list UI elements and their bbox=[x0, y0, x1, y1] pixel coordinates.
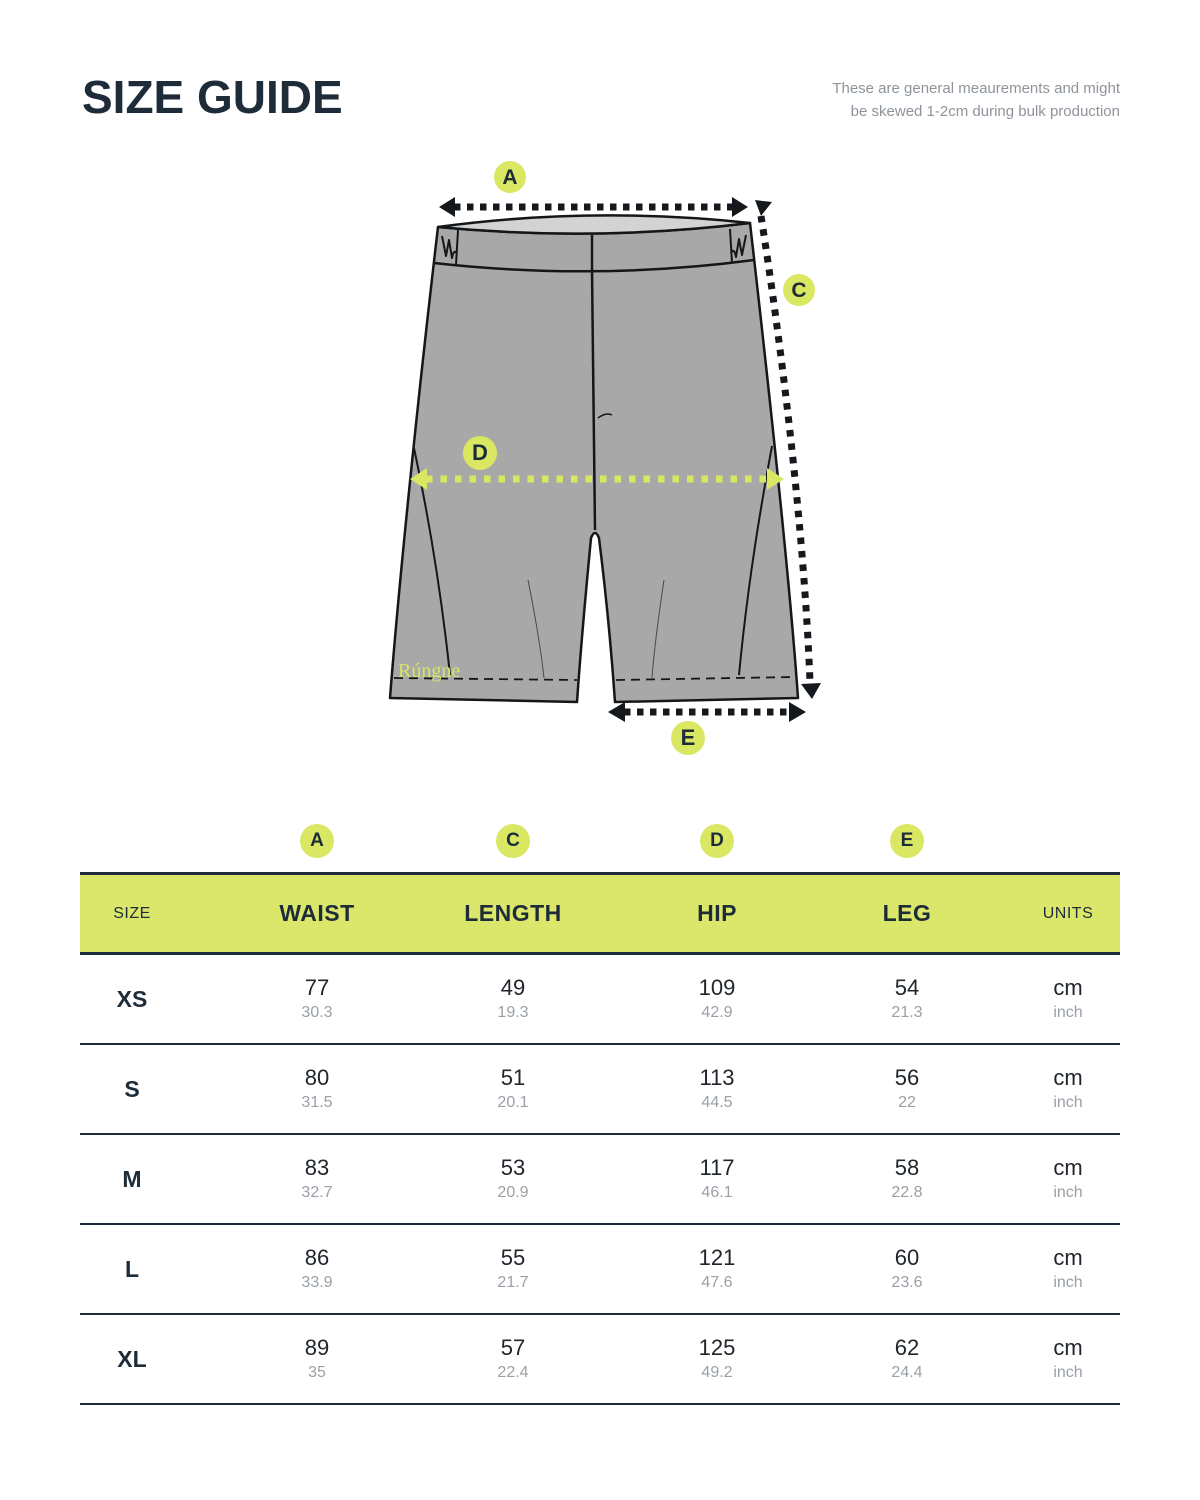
waist-cm: 86 bbox=[304, 1245, 330, 1271]
header-hip: HIP bbox=[697, 900, 737, 926]
arrowhead-a-left bbox=[439, 197, 455, 217]
leg-cm: 58 bbox=[894, 1155, 920, 1181]
unit-inch: inch bbox=[1053, 1183, 1083, 1201]
unit-inch: inch bbox=[1053, 1363, 1083, 1381]
leg-inch: 22.8 bbox=[891, 1183, 923, 1201]
leg-inch: 21.3 bbox=[891, 1003, 923, 1021]
waist-cm: 77 bbox=[304, 975, 330, 1001]
unit-cm: cm bbox=[1053, 1245, 1083, 1271]
marker-c-label: C bbox=[791, 279, 807, 302]
shorts-measurement-diagram bbox=[370, 150, 850, 780]
header-size: SIZE bbox=[113, 904, 151, 922]
unit-cm: cm bbox=[1053, 1065, 1083, 1091]
length-inch: 20.1 bbox=[497, 1093, 529, 1111]
leg-inch: 24.4 bbox=[891, 1363, 923, 1381]
header-leg: LEG bbox=[882, 900, 932, 926]
length-inch: 22.4 bbox=[497, 1363, 529, 1381]
waist-cm: 83 bbox=[304, 1155, 330, 1181]
leg-cm: 56 bbox=[894, 1065, 920, 1091]
hip-cm: 125 bbox=[698, 1335, 736, 1361]
leg-cm: 62 bbox=[894, 1335, 920, 1361]
waist-cm: 80 bbox=[304, 1065, 330, 1091]
leg-cm: 54 bbox=[894, 975, 920, 1001]
leg-inch: 22 bbox=[898, 1093, 916, 1111]
header-units: UNITS bbox=[1042, 904, 1094, 922]
disclaimer-note bbox=[832, 78, 1120, 123]
unit-cm: cm bbox=[1053, 1155, 1083, 1181]
length-cm: 53 bbox=[500, 1155, 526, 1181]
size-label: S bbox=[124, 1075, 140, 1102]
unit-cm: cm bbox=[1053, 1335, 1083, 1361]
unit-inch: inch bbox=[1053, 1093, 1083, 1111]
length-inch: 20.9 bbox=[497, 1183, 529, 1201]
table-badge-c: C bbox=[496, 824, 530, 858]
disclaimer-line-1: These are general meaurements and might bbox=[832, 80, 1120, 97]
table-row-s bbox=[80, 1045, 1120, 1135]
hip-cm: 109 bbox=[698, 975, 736, 1001]
table-badge-strip bbox=[80, 824, 1120, 858]
disclaimer-line-2: be skewed 1-2cm during bulk production bbox=[850, 102, 1120, 120]
table-badge-e: E bbox=[890, 824, 924, 858]
hip-cm: 113 bbox=[699, 1065, 735, 1091]
arrowhead-a-right bbox=[732, 197, 748, 217]
arrowhead-e-left bbox=[608, 702, 625, 722]
unit-cm: cm bbox=[1053, 975, 1083, 1001]
table-row-m bbox=[80, 1135, 1120, 1225]
unit-inch: inch bbox=[1053, 1003, 1083, 1021]
waist-inch: 33.9 bbox=[301, 1273, 333, 1291]
size-label: XS bbox=[116, 985, 148, 1012]
header-length: LENGTH bbox=[464, 900, 562, 926]
brand-logo: Rúngne bbox=[398, 660, 461, 682]
waist-inch: 30.3 bbox=[301, 1003, 333, 1021]
table-badge-a: A bbox=[300, 824, 334, 858]
length-inch: 21.7 bbox=[497, 1273, 529, 1291]
length-cm: 49 bbox=[500, 975, 526, 1001]
arrowhead-e-right bbox=[789, 702, 806, 722]
size-label: XL bbox=[117, 1345, 147, 1372]
hip-inch: 46.1 bbox=[701, 1183, 733, 1201]
table-row-l bbox=[80, 1225, 1120, 1315]
arrowhead-c-bottom bbox=[801, 683, 821, 699]
marker-a-label: A bbox=[502, 166, 518, 189]
size-label: M bbox=[122, 1165, 142, 1192]
unit-inch: inch bbox=[1053, 1273, 1083, 1291]
length-inch: 19.3 bbox=[497, 1003, 529, 1021]
page-title: SIZE GUIDE bbox=[82, 71, 343, 123]
hip-cm: 121 bbox=[698, 1245, 736, 1271]
length-cm: 57 bbox=[500, 1335, 526, 1361]
length-cm: 55 bbox=[500, 1245, 526, 1271]
hip-inch: 47.6 bbox=[701, 1273, 733, 1291]
size-table-header bbox=[80, 872, 1120, 955]
waist-inch: 31.5 bbox=[301, 1093, 333, 1111]
waist-cm: 89 bbox=[304, 1335, 330, 1361]
leg-inch: 23.6 bbox=[891, 1273, 923, 1291]
leg-cm: 60 bbox=[894, 1245, 920, 1271]
size-table-body bbox=[80, 955, 1120, 1405]
waist-inch: 32.7 bbox=[301, 1183, 333, 1201]
marker-e-label: E bbox=[680, 725, 696, 750]
hip-inch: 49.2 bbox=[701, 1363, 733, 1381]
marker-d-label: D bbox=[472, 440, 488, 465]
hip-inch: 42.9 bbox=[701, 1003, 733, 1021]
table-row-xl bbox=[80, 1315, 1120, 1405]
waist-inch: 35 bbox=[308, 1363, 326, 1381]
arrowhead-c-top bbox=[755, 200, 772, 216]
hip-inch: 44.5 bbox=[701, 1093, 733, 1111]
header-waist: WAIST bbox=[279, 900, 355, 926]
length-cm: 51 bbox=[500, 1065, 526, 1091]
table-row-xs bbox=[80, 955, 1120, 1045]
table-badge-d: D bbox=[700, 824, 734, 858]
hip-cm: 117 bbox=[699, 1155, 735, 1181]
size-label: L bbox=[124, 1255, 140, 1282]
